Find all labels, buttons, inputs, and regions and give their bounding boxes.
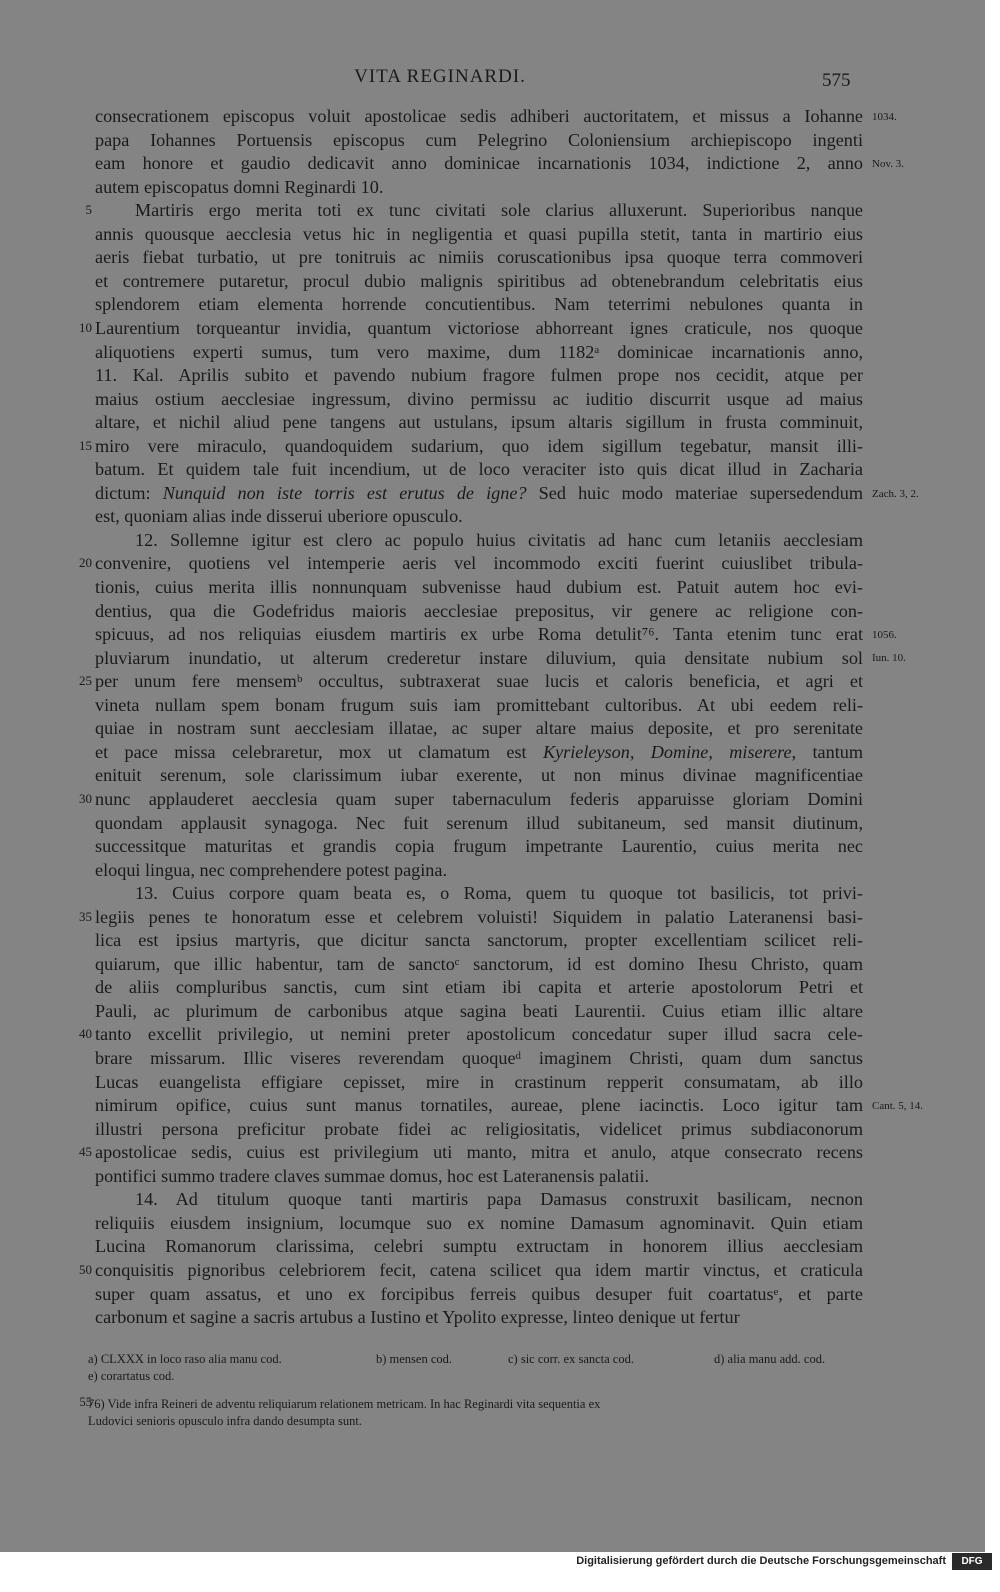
line-number: 50 [79, 1261, 92, 1277]
quotation: Kyrieleyson, Domine, miserere [542, 741, 792, 762]
text-line: lica est ipsius martyris, que dicitur sancta sanctorum, propter excellentiam scilicet reli- [95, 930, 863, 951]
text-line: tionis, cuius merita illis nonnunquam subvenisse haud dubium est. Patuit autem hoc evi- [95, 577, 863, 597]
text-line: dictum: Nunquid non iste torris est erutus de igne? Sed huic modo materiae supersedendum [95, 482, 863, 503]
text-line: apostolicae sedis, cuius est privilegium uti manto, mitra et anulo, atque consecrato recens [95, 1142, 863, 1163]
margin-note: 1056. [872, 629, 897, 642]
text-line: tanto excellit privilegio, ut nemini preter apostolicum concedatur super illud sacra cele- [95, 1024, 863, 1045]
line-number: 25 [79, 673, 92, 689]
text-line: 11. Kal. Aprilis subito et pavendo nubium fragore fulmen prope nos cecidit, atque per [95, 365, 863, 386]
text-line: 12. Sollemne igitur est clero ac populo huius civitatis ad hanc cum letaniis aecclesiam [135, 529, 863, 550]
text-line: splendorem etiam elementa horrende concutientibus. Nam teterrimi nebulones quanta in [95, 294, 863, 315]
text-line: vineta nullam spem bonam frugum suis iam promittebant cultoribus. At ubi eedem reli- [95, 694, 863, 715]
text-line: 14. Ad titulum quoque tanti martiris papa Damasus construxit basilicam, necnon [135, 1189, 863, 1210]
footnote-76-line: 76) Vide infra Reineri de adventu reliquiarum relationem metricam. In hac Reginardi vita sequentia ex [88, 1397, 601, 1411]
text-line: pontifici summo tradere claves summae domus, hoc est Lateranensis palatii. [95, 1165, 650, 1186]
text-line: est, quoniam alias inde disserui uberiore opusculo. [95, 506, 463, 527]
margin-note: Iun. 10. [872, 651, 906, 664]
text-line: spicuus, ad nos reliquias eiusdem martiris ex urbe Roma detulit⁷⁶. Tanta etenim tunc erat [95, 624, 863, 645]
text-line: conquisitis pignoribus celebriorem fecit, catena scilicet qua idem martir vinctus, et craticula [95, 1259, 863, 1280]
text-line: enituit serenum, sole clarissimum iubar exerente, ut non minus divinae magnificentiae [95, 765, 863, 786]
text-line: et pace missa celebraretur, mox ut clamatum est Kyrieleyson, Domine, miserere, tantum [95, 741, 864, 762]
text-line: eloqui lingua, nec comprehendere potest pagina. [95, 859, 448, 880]
text-line: maius ostium aecclesiae ingressum, divino permissu ac iuditio discurrit usque ad maius [95, 388, 863, 409]
text-line: et contremere putaretur, procul dubio malignis spiritibus ad obtenebrandum celebritatis eius [95, 270, 863, 291]
text-line: miro vere miraculo, quandoquidem sudarium, quo idem sigillum tegebatur, mansit illi- [95, 435, 863, 456]
line-number: 20 [79, 555, 92, 571]
line-number: 35 [79, 908, 92, 924]
footnote-c: c) sic corr. ex sancta cod. [508, 1352, 634, 1366]
line-number: 30 [79, 790, 92, 806]
line-number: 10 [79, 319, 92, 335]
text-line: quondam applausit synagoga. Nec fuit serenum illud subitaneum, sed mansit diutinum, [95, 812, 863, 833]
text-line: convenire, quotiens vel intemperie aeris vel incommodo exciti fuerint cuiuslibet tribula- [95, 553, 863, 574]
text-line: Martiris ergo merita toti ex tunc civitati sole clarius alluxerunt. Superioribus nanque [135, 200, 863, 221]
text-line: Lucina Romanorum clarissima, celebri sumptu extructam in honorem illius aecclesiam [95, 1236, 863, 1257]
text-line: reliquiis eiusdem insignium, locumque suo ex nomine Damasum agnominavit. Quin etiam [95, 1212, 863, 1233]
margin-note: 1034. [872, 111, 897, 123]
line-number: 55 [79, 1395, 92, 1409]
footnote-b: b) mensen cod. [376, 1352, 453, 1366]
running-title: VITA REGINARDI. [354, 66, 526, 87]
text-line: carbonum et sagine a sacris artubus a Iustino et Ypolito expresse, linteo denique ut fertur [95, 1307, 740, 1328]
margin-note: Zach. 3, 2. [872, 487, 919, 500]
line-number: 40 [79, 1026, 92, 1042]
footnote-a: a) CLXXX in loco raso alia manu cod. [88, 1352, 282, 1366]
text-line: quiae in nostram sunt aecclesiam illatae, ac super altare maius deposite, et pro serenitate [95, 718, 863, 739]
line-number: 45 [79, 1144, 92, 1160]
text-line: altare, et nichil aliud pene tangens aut ustulans, ipsum altaris sigillum in frusta comminuit, [95, 412, 863, 433]
text-line: de aliis compluribus sanctis, cum sint etiam ibi capita et arterie apostolorum Petri et [95, 977, 863, 998]
footnote-d: d) alia manu add. cod. [714, 1352, 826, 1366]
margin-note: Cant. 5, 14. [872, 1100, 924, 1113]
margin-note: Nov. 3. [872, 158, 904, 171]
text-line: super quam assatus, et uno ex forcipibus ferreis quibus desuper fuit coartatusᵉ, et parte [95, 1283, 863, 1304]
dfg-credit: Digitalisierung gefördert durch die Deutsche Forschungsgemeinschaft [576, 1555, 946, 1567]
text-line: batum. Et quidem tale fuit incendium, ut de loco veraciter isto quis dicat illud in Zacharia [95, 459, 863, 480]
quotation: Nunquid non iste torris est erutus de igne? [162, 482, 527, 503]
page-number: 575 [822, 70, 851, 91]
text-line: successitque maturitas et grandis copia frugum impetrante Laurentio, cuius merita nec [95, 836, 863, 857]
text-line: annis quousque aecclesia vetus hic in negligentia et quasi pupilla stetit, tanta in martirio eius [95, 223, 863, 244]
text-line: consecrationem episcopus voluit apostolicae sedis adhiberi auctoritatem, et missus a Iohanne [95, 106, 863, 126]
dfg-logo: DFG [952, 1553, 992, 1570]
text-line: papa Iohannes Portuensis episcopus cum Pelegrino Coloniensium archiepiscopo ingenti [95, 129, 863, 150]
text-line: legiis penes te honoratum esse et celebrem voluisti! Siquidem in palatio Lateranensi basi- [95, 906, 863, 927]
text-line: Pauli, ac plurimum de carbonibus atque sagina beati Laurentii. Cuius etiam illic altare [95, 1000, 863, 1021]
text-line: 13. Cuius corpore quam beata es, o Roma, quem tu quoque tot basilicis, tot privi- [135, 883, 863, 904]
footnote-e: e) corartatus cod. [88, 1369, 175, 1383]
text-line: brare missarum. Illic viseres reverendam quoqueᵈ imaginem Christi, quam dum sanctus [95, 1048, 863, 1068]
text-line: nunc applauderet aecclesia quam super tabernaculum federis apparuisse gloriam Domini [95, 788, 863, 809]
text-line: quiarum, que illic habentur, tam de sanctoᶜ sanctorum, id est domino Ihesu Christo, quam [95, 953, 863, 974]
text-line: nimirum opifice, cuius sunt manus tornatiles, aureae, plene iacinctis. Loco igitur tam [95, 1095, 863, 1116]
line-number: 5 [85, 202, 92, 218]
text-line: eam honore et gaudio dedicavit anno dominicae incarnationis 1034, indictione 2, anno [95, 153, 863, 174]
text-line: illustri persona preficitur probate fidei ac religiositatis, videlicet primus subdiaconorum [95, 1118, 863, 1139]
text-line: per unum fere mensemᵇ occultus, subtraxerat suae lucis et caloris beneficia, et agri et [95, 671, 863, 692]
text-line: Lucas euangelista effigiare cepisset, mire in crastinum repperit consumatam, ab illo [95, 1071, 863, 1092]
footnote-76-line: Ludovici senioris opusculo infra dando desumpta sunt. [88, 1414, 362, 1428]
text-line: pluviarum inundatio, ut alterum crederetur instare diluvium, quia densitate nubium sol [95, 647, 863, 668]
text-line: aeris fiebat turbatio, ut pre tonitruis ac nimiis coruscationibus ipsa quoque terra commoveri [95, 247, 863, 268]
text-line: autem episcopatus domni Reginardi 10. [95, 176, 384, 197]
text-line: Laurentium torqueantur invidia, quantum victoriose abhorreant ignes craticule, nos quoque [95, 317, 863, 338]
text-line: dentius, qua die Godefridus maioris aecclesiae prepositus, vir genere ac religione con- [95, 600, 863, 621]
line-number: 15 [79, 437, 92, 453]
text-line: aliquotiens experti sumus, tum vero maxime, dum 1182ᵃ dominicae incarnationis anno, [95, 341, 863, 362]
